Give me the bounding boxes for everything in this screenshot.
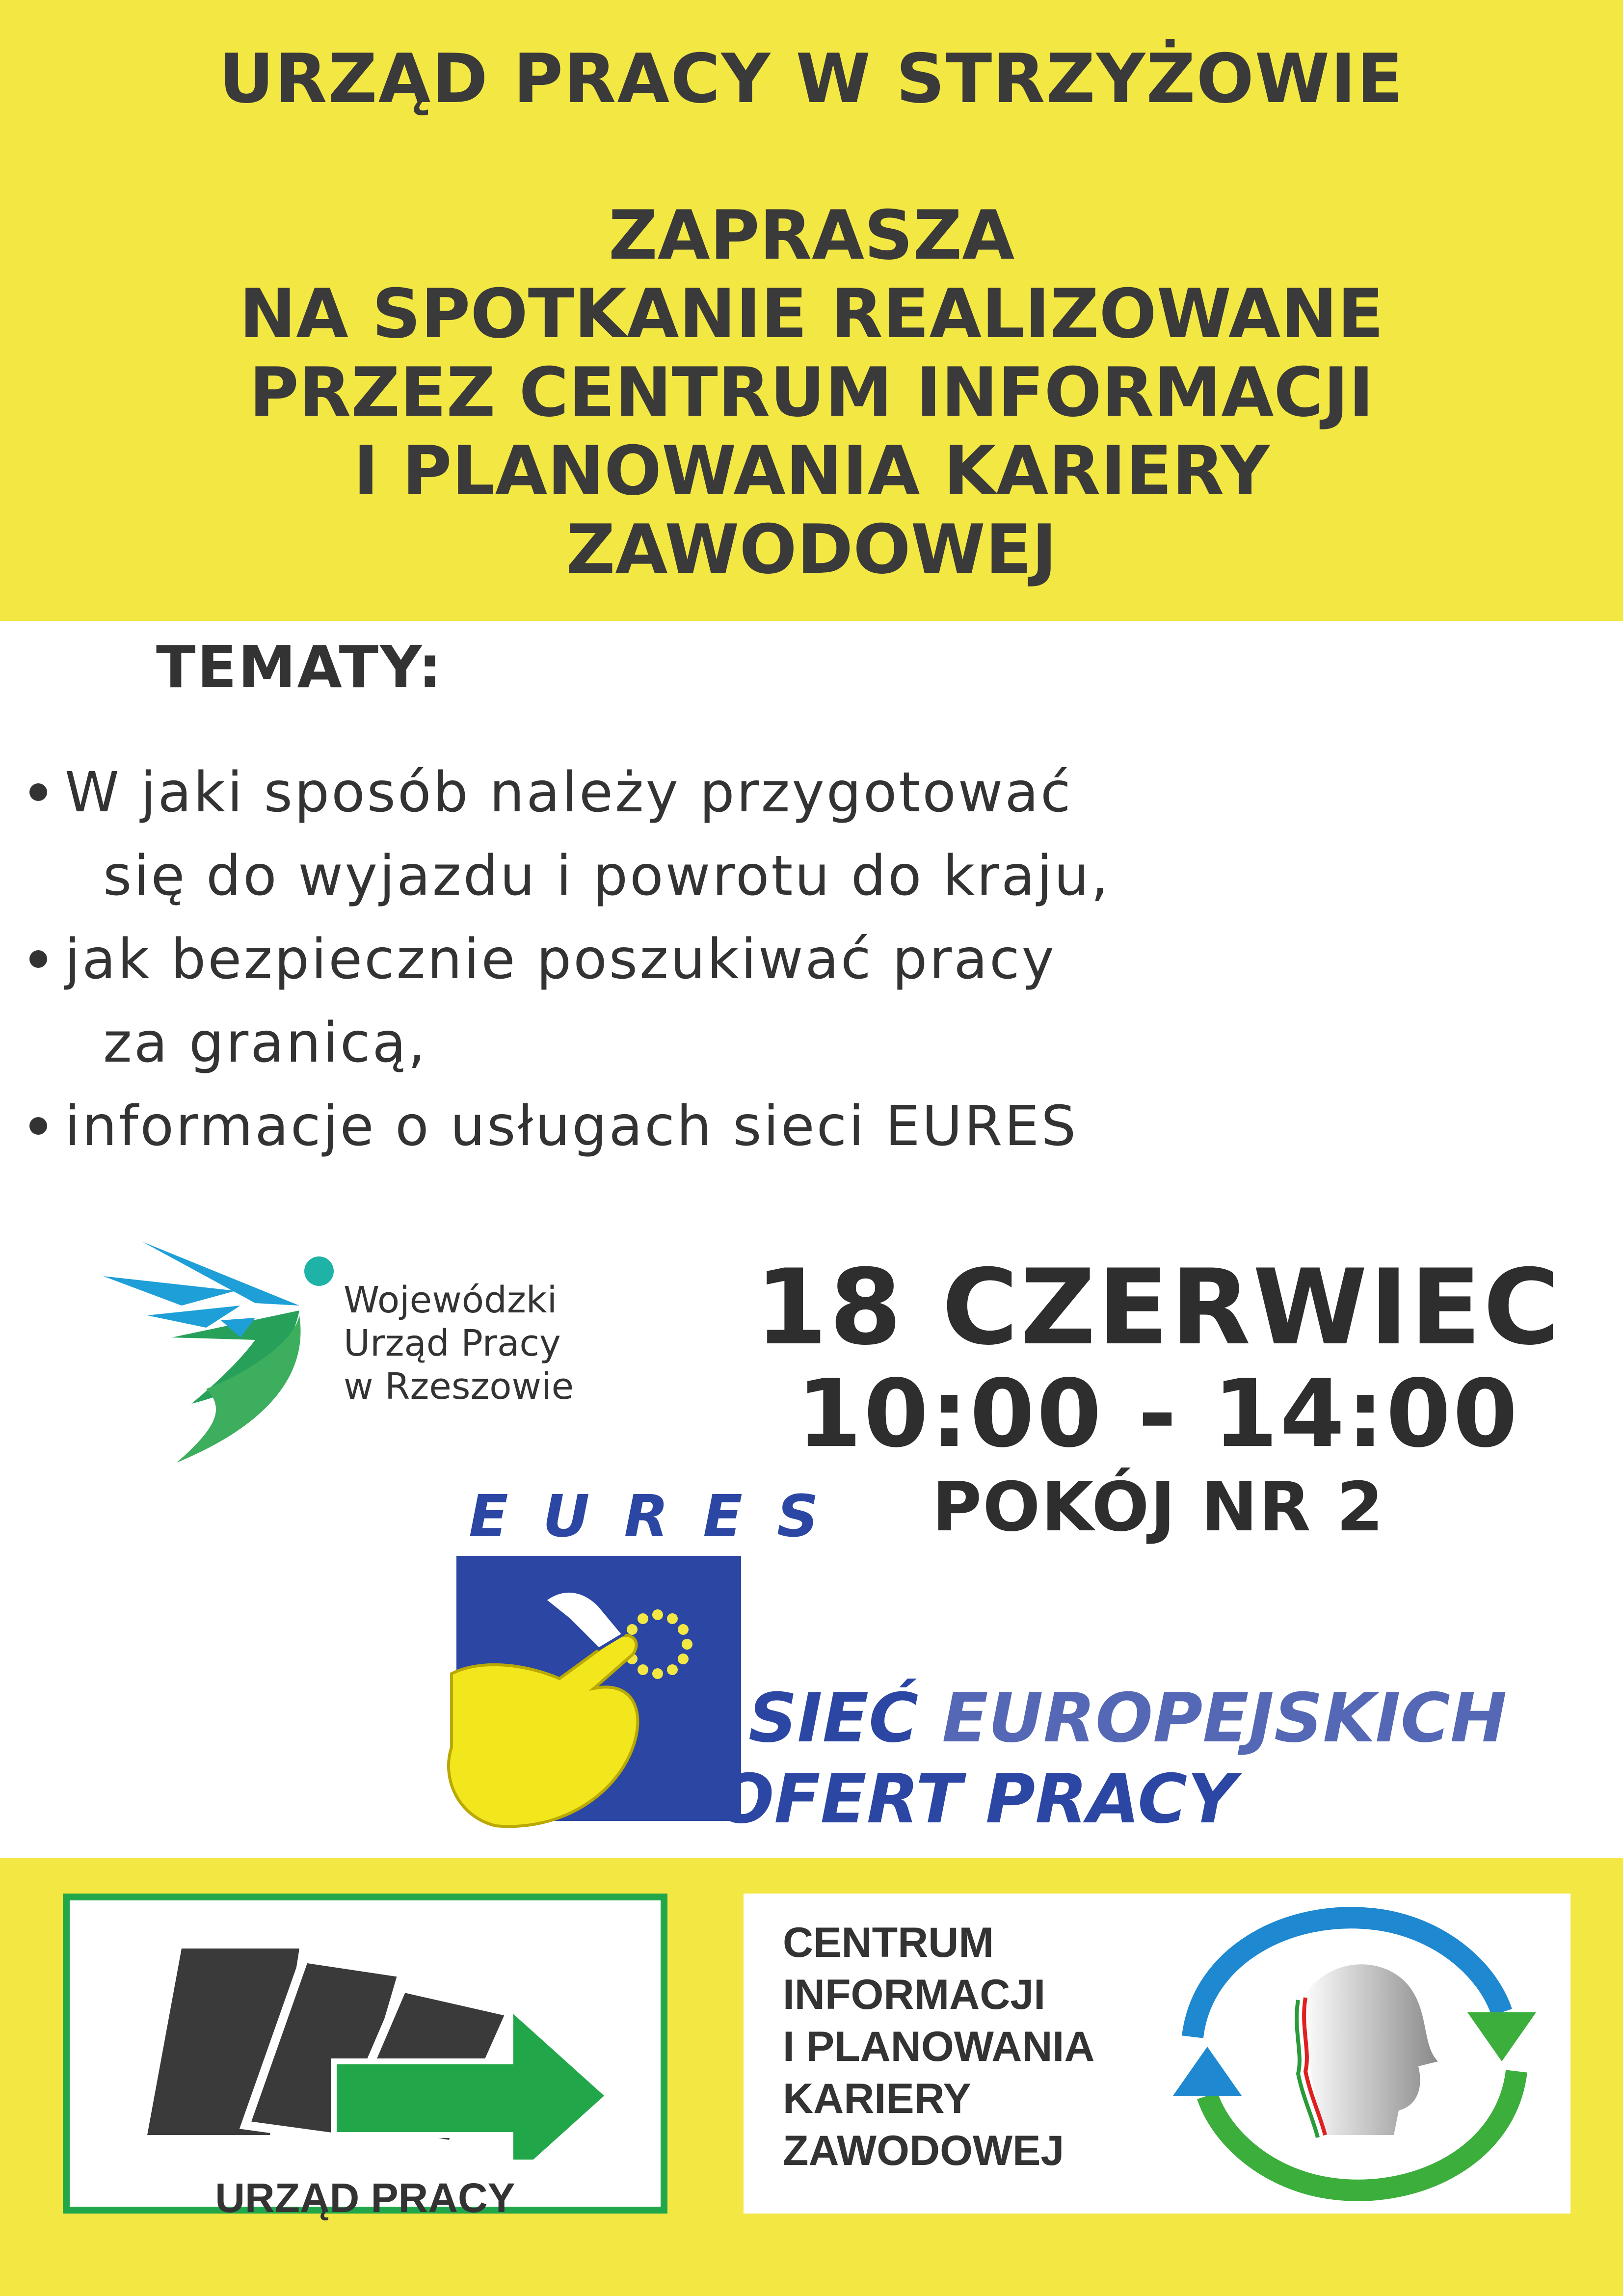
- wup-bird-logo-icon: [93, 1232, 348, 1472]
- centrum-line: ZAWODOWEJ: [783, 2127, 1064, 2174]
- topic-line: W jaki sposób należy przygotować: [65, 761, 1073, 825]
- eures-word-siec: SIEĆ: [748, 1679, 919, 1758]
- bullet-icon: [29, 1117, 47, 1135]
- invitation-text: [0, 196, 1623, 589]
- topics-list: [29, 751, 1110, 1168]
- event-time: 10:00 - 14:00: [797, 1360, 1520, 1468]
- invite-line: ZAPRASZA: [608, 196, 1015, 275]
- topics-heading: TEMATY:: [156, 633, 443, 701]
- invite-line: ZAWODOWEJ: [566, 510, 1057, 589]
- wup-line: w Rzeszowie: [344, 1365, 574, 1408]
- centrum-logo-text: [783, 1917, 1094, 2177]
- wup-logo-text: [344, 1279, 574, 1408]
- bullet-icon: [29, 783, 47, 801]
- list-item: [29, 751, 1110, 834]
- wup-line: Wojewódzki: [344, 1279, 558, 1321]
- list-item: [29, 1085, 1110, 1168]
- invite-line: I PLANOWANIA KARIERY: [353, 431, 1270, 510]
- page-title: URZĄD PRACY W STRZYŻOWIE: [219, 39, 1404, 118]
- urzad-pracy-cards-arrow-icon: [147, 1929, 618, 2160]
- urzad-pracy-label: URZĄD PRACY: [215, 2175, 515, 2221]
- wup-line: Urząd Pracy: [344, 1322, 561, 1364]
- topic-line: za granicą,: [103, 1011, 427, 1075]
- eures-wordmark: EURES: [469, 1482, 853, 1550]
- eures-tagline-1: [748, 1679, 1507, 1758]
- list-item: [29, 918, 1110, 1001]
- centrum-line: INFORMACJI: [783, 1971, 1046, 2018]
- topic-line: jak bezpiecznie poszukiwać pracy: [65, 928, 1056, 991]
- invite-line: PRZEZ CENTRUM INFORMACJI: [249, 353, 1374, 432]
- topic-line: się do wyjazdu i powrotu do kraju,: [103, 844, 1111, 908]
- centrum-line: KARIERY: [783, 2075, 971, 2122]
- bullet-icon: [29, 950, 47, 968]
- eures-tagline-2: OFERT PRACY: [717, 1760, 1237, 1839]
- centrum-cycle-head-icon: [1163, 1899, 1551, 2209]
- centrum-line: CENTRUM: [783, 1919, 994, 1966]
- centrum-line: I PLANOWANIA: [783, 2023, 1095, 2070]
- event-room: POKÓJ NR 2: [932, 1468, 1384, 1547]
- invite-line: NA SPOTKANIE REALIZOWANE: [239, 274, 1384, 353]
- event-date: 18 CZERWIEC: [755, 1247, 1562, 1368]
- topic-line: informacje o usługach sieci EURES: [65, 1095, 1078, 1158]
- eures-word-europejskich: EUROPEJSKICH: [942, 1679, 1507, 1758]
